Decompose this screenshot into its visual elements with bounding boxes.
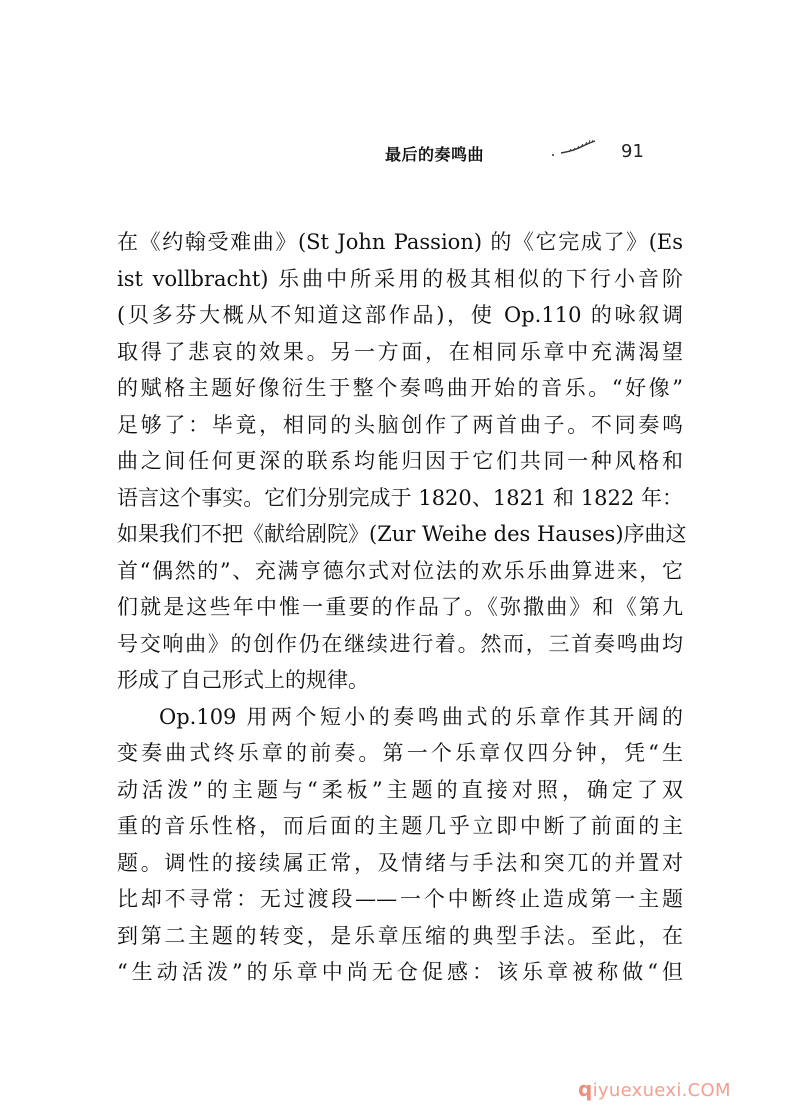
- watermark-logo-letter: q: [578, 1077, 593, 1101]
- text-line: 取得了悲哀的效果。另一方面，在相同乐章中充满渴望: [117, 339, 683, 364]
- text-line: “生动活泼”的乐章中尚无仓促感：该乐章被称做“但: [117, 960, 683, 984]
- watermark-text: iyuexuexi.COM: [592, 1080, 731, 1101]
- page-number: 91: [621, 141, 644, 162]
- text-line: 动活泼”的主题与“柔板”主题的直接对照，确定了双: [117, 777, 683, 802]
- body-text: [117, 224, 687, 991]
- text-line: (贝多芬大概从不知道这部作品)，使 Op.110 的咏叙调: [117, 303, 683, 327]
- paragraph-start-line: Op.109 用两个短小的奏鸣曲式的乐章作其开阔的: [159, 704, 683, 729]
- text-line: 题。调性的接续属正常，及情绪与手法和突兀的并置对: [117, 850, 683, 875]
- text-line: 如果我们不把《献给剧院》(Zur Weihe des Hauses)序曲这: [117, 522, 687, 546]
- site-watermark: [578, 1077, 731, 1101]
- text-line: 首“偶然的”、充满亨德尔式对位法的欢乐乐曲算进来，它: [117, 558, 683, 583]
- text-line: 在《约翰受难曲》(St John Passion) 的《它完成了》(Es: [117, 230, 683, 254]
- text-line: 足够了：毕竟，相同的头脑创作了两首曲子。不同奏鸣: [117, 412, 683, 437]
- text-line: 们就是这些年中惟一重要的作品了。《弥撒曲》和《第九: [117, 595, 683, 619]
- text-line: 到第二主题的转变，是乐章压缩的典型手法。至此，在: [117, 923, 683, 948]
- text-line: 曲之间任何更深的联系均能归因于它们共同一种风格和: [117, 449, 683, 473]
- text-line: 号交响曲》的创作仍在继续进行着。然而，三首奏鸣曲均: [117, 631, 683, 656]
- running-title: 最后的奏鸣曲: [385, 144, 485, 164]
- quill-flourish-icon: [551, 139, 597, 159]
- text-line: 比却不寻常：无过渡段——一个中断终止造成第一主题: [117, 887, 683, 911]
- running-head: [385, 141, 644, 165]
- text-line: 重的音乐性格，而后面的主题几乎立即中断了前面的主: [117, 814, 683, 838]
- text-line: 变奏曲式终乐章的前奏。第一个乐章仅四分钟，凭“生: [117, 741, 683, 765]
- paragraph-end-line: 形成了自己形式上的规律。: [117, 668, 369, 692]
- text-line: 语言这个事实。它们分别完成于 1820、1821 和 1822 年：: [117, 485, 683, 510]
- text-line: ist vollbracht) 乐曲中所采用的极其相似的下行小音阶: [117, 266, 683, 291]
- text-line: 的赋格主题好像衍生于整个奏鸣曲开始的音乐。“好像”: [117, 376, 683, 400]
